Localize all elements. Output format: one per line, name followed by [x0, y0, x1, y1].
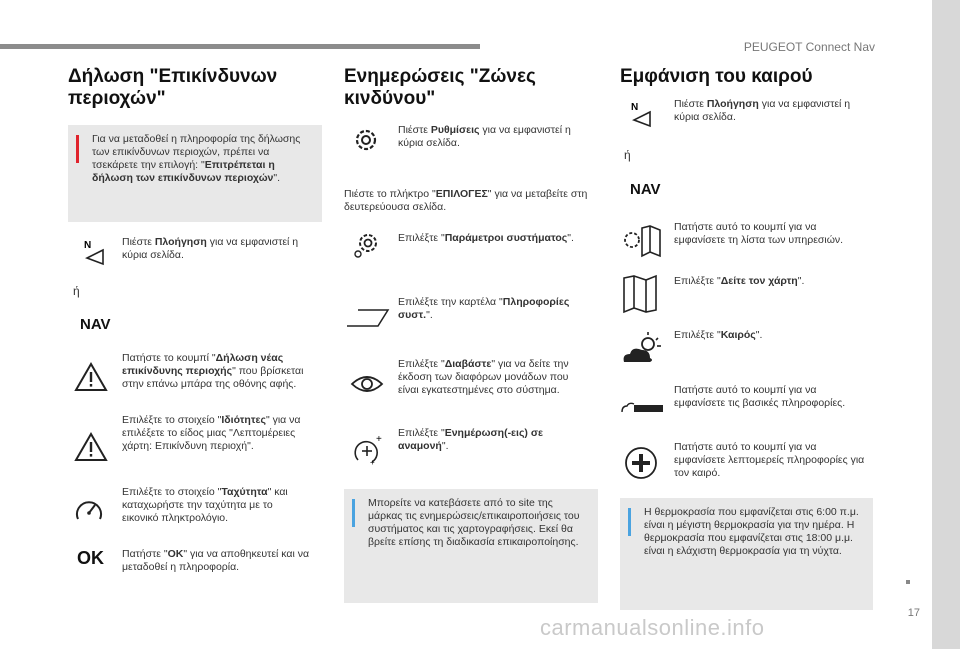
svg-text:N: N: [631, 102, 639, 113]
weather-icon: [620, 330, 664, 366]
hazard-properties-icon: [74, 432, 108, 462]
step-settings: Πιέστε Ρυθμίσεις για να εμφανιστεί η κύρια σελίδα.: [398, 124, 571, 149]
step-options: Πιέστε το πλήκτρο "ΕΠΙΛΟΓΕΣ" για να μεταβείτε στη δευτερεύουσα σελίδα.: [344, 188, 588, 213]
weather-basic-info-icon: [620, 400, 664, 414]
step-ok: Πατήστε "OK" για να αποθηκευτεί και να μεταδοθεί η πληροφορία.: [122, 548, 310, 573]
step-system-parameters: Επιλέξτε "Παράμετροι συστήματος".: [398, 232, 574, 244]
warning-mark: [76, 135, 79, 163]
page-number: 17: [907, 607, 920, 619]
or-label: ή: [624, 148, 631, 162]
info-box: Μπορείτε να κατεβάσετε από το site της μάρκας τις ενημερώσεις/επικαιροποιήσεις του συστήματος και τις χαρτογραφήσεις. Εκεί θα βρείτε επίσης τη διαδικασία επικαιροποίησης.: [344, 489, 598, 603]
column-danger-zones-report: [68, 66, 323, 110]
svg-text:N: N: [84, 240, 92, 251]
step-services-list: Πατήστε αυτό το κουμπί για να εμφανίσετε τη λίστα των υπηρεσιών.: [674, 221, 844, 246]
map-icon: [622, 274, 658, 314]
step-weather: Επιλέξτε "Καιρός".: [674, 329, 763, 341]
eye-view-icon: [350, 372, 384, 396]
step-speed: Επιλέξτε το στοιχείο "Ταχύτητα" και καταχωρήστε την ταχύτητα με το εικονικό πληκτρολόγιο.: [122, 486, 288, 524]
step-view-map: Επιλέξτε "Δείτε τον χάρτη".: [674, 275, 805, 287]
page-edge-strip: [932, 0, 960, 649]
page-marker: [906, 580, 910, 584]
header-rule: [0, 44, 480, 49]
info-mark: [628, 508, 631, 536]
or-label: ή: [73, 284, 80, 298]
system-settings-icon: [352, 230, 382, 260]
info-mark: [352, 499, 355, 527]
tab-icon: [346, 308, 390, 328]
step-read: Επιλέξτε "Διαβάστε" για να δείτε την έκδοση των διαφόρων μονάδων που είναι εγκατεστημένες στο σύστημα.: [398, 358, 569, 396]
section-title: Δήλωση "Επικίνδυνων περιοχών": [68, 66, 278, 109]
hazard-warning-icon: [74, 362, 108, 392]
step-basic-info: Πατήστε αυτό το κουμπί για να εμφανίσετε τις βασικές πληροφορίες.: [674, 384, 846, 409]
navigation-icon: [83, 238, 105, 266]
step-declare-new-zone: Πατήστε το κουμπί "Δήλωση νέας επικίνδυνης περιοχής" που βρίσκεται στην επάνω μπάρα της οθόνης αφής.: [122, 352, 304, 390]
pending-updates-icon: [350, 432, 384, 466]
section-title: Ενημερώσεις "Ζώνες κινδύνου": [344, 66, 536, 109]
section-title: Εμφάνιση του καιρού: [620, 66, 813, 87]
header-product: PEUGEOT Connect Nav: [743, 40, 875, 54]
step-navigation: Πιέστε Πλοήγηση για να εμφανιστεί η κύρια σελίδα.: [122, 236, 299, 261]
svg-text:+: +: [370, 458, 375, 466]
navigation-icon: [630, 100, 652, 128]
step-pending-updates: Επιλέξτε "Ενημέρωση(-εις) σε αναμονή".: [398, 427, 544, 452]
warning-box: Για να μεταδοθεί η πληροφορία της δήλωσης των επικίνδυνων περιοχών, πρέπει να τσεκάρετε την επιλογή: "Επιτρέπεται η δήλωση των επικίνδυνων περιοχών".: [68, 125, 322, 222]
watermark: carmanualsonline.info: [540, 615, 765, 640]
plus-details-icon: [624, 446, 658, 480]
ok-button-label: OK: [77, 548, 104, 568]
step-system-info: Επιλέξτε την καρτέλα "Πληροφορίες συστ.".: [398, 296, 570, 321]
nav-button-label: NAV: [80, 316, 111, 333]
info-box: Η θερμοκρασία που εμφανίζεται στις 6:00 π.μ. είναι η μέγιστη θερμοκρασία για την ημέρα. Η θερμοκρασία που εμφανίζεται στις 18:00 μ.μ. είναι η ελάχιστη θερμοκρασία για τη νύχτα.: [620, 498, 873, 610]
services-map-icon: [622, 224, 662, 258]
svg-text:+: +: [376, 434, 382, 445]
step-properties: Επιλέξτε το στοιχείο "Ιδιότητες" για να επιλέξετε το είδος μιας "Λεπτομέρειες χάρτη: Επικίνδυνη περιοχή".: [122, 414, 301, 452]
step-detailed-info: Πατήστε αυτό το κουμπί για να εμφανίσετε λεπτομερείς πληροφορίες για τον καιρό.: [674, 441, 865, 479]
step-navigation: Πιέστε Πλοήγηση για να εμφανιστεί η κύρια σελίδα.: [674, 98, 851, 123]
nav-button-label: NAV: [630, 181, 661, 198]
settings-gear-icon: [352, 126, 380, 154]
speedometer-icon: [74, 497, 104, 523]
column-danger-zones-updates: [344, 66, 599, 110]
column-weather: [620, 66, 875, 88]
